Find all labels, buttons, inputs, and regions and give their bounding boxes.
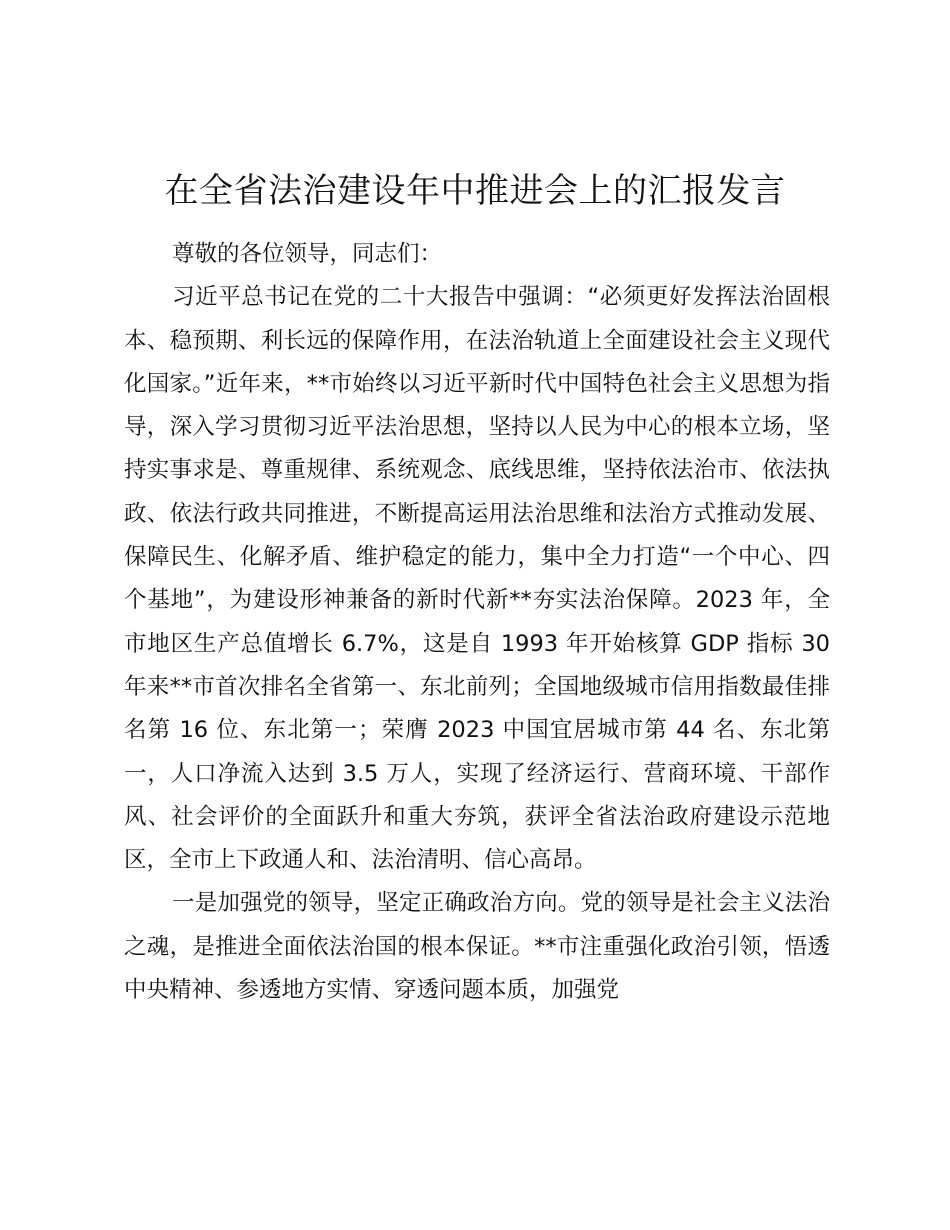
document-body: [124, 233, 830, 1012]
document-title: 在全省法治建设年中推进会上的汇报发言: [164, 171, 786, 211]
salutation: 尊敬的各位领导，同志们：: [172, 241, 443, 267]
paragraph-point-one: 一是加强党的领导，坚定正确政治方向。党的领导是社会主义法治之魂，是推进全面依法治国的根本保证。**市注重强化政治引领，悟透中央精神、参透地方实情、穿透问题本质，加强党: [124, 890, 830, 1004]
paragraph-intro: 习近平总书记在党的二十大报告中强调：“必须更好发挥法治固根本、稳预期、利长远的保障作用，在法治轨道上全面建设社会主义现代化国家。”近年来，**市始终以习近平新时代中国特色社会主义思想为指导，深入学习贯彻习近平法治思想，坚持以人民为中心的根本立场，坚持实事求是、尊重规律、系统观念、底线思维，坚持依法治市、依法执政、依法行政共同推进，不断提高运用法治思维和法治方式推动发展、保障民生、化解矛盾、维护稳定的能力，集中全力打造“一个中心、四个基地”，为建设形神兼备的新时代新**夯实法治保障。2023 年，全市地区生产总值增长 6.7%，这是自 1993 年开始核算 GDP 指标 30 年来**市首次排名全省第一、东北前列；全国地级城市信用指数最佳排名第 16 位、东北第一；荣膺 2023 中国宜居城市第 44 名、东北第一，人口净流入达到 3.5 万人，实现了经济运行、营商环境、干部作风、社会评价的全面跃升和重大夯筑，获评全省法治政府建设示范地区，全市上下政通人和、法治清明、信心高昂。: [124, 284, 830, 874]
